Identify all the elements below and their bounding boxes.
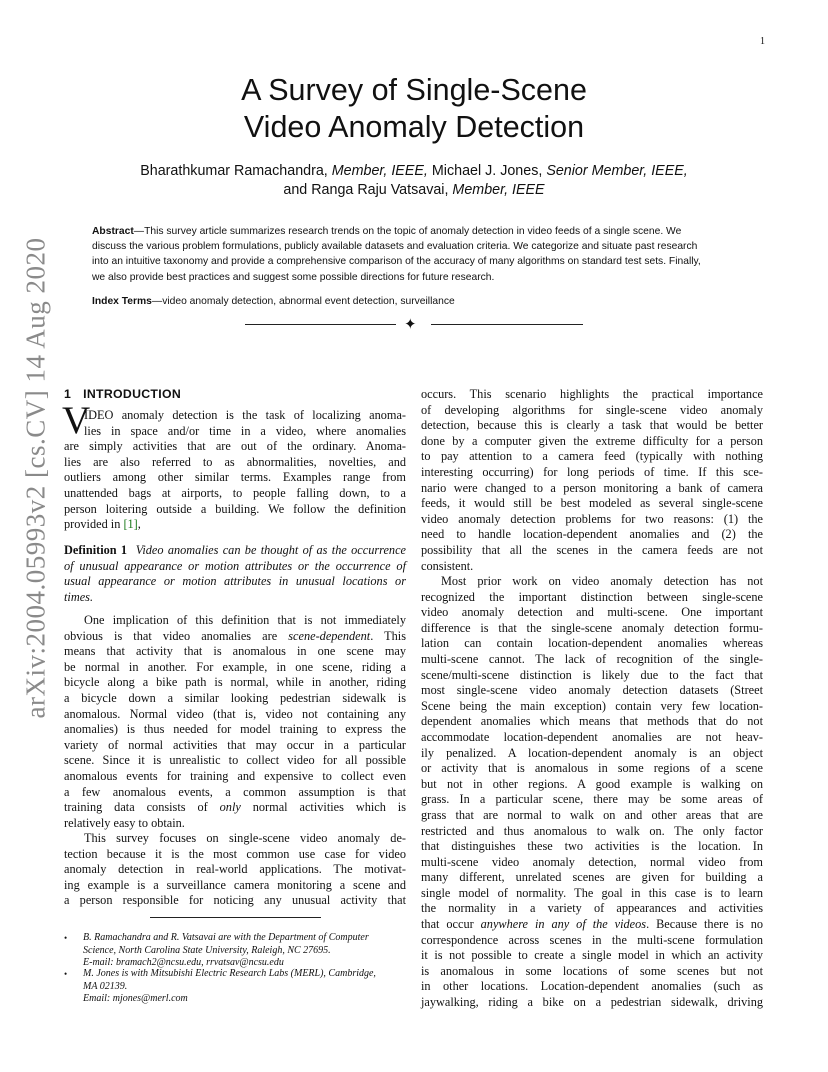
- abstract-label: Abstract: [92, 226, 134, 237]
- author-role-2: Senior Member, IEEE,: [546, 163, 688, 179]
- text-line: the normality in a variety of appearances and activities: [421, 901, 763, 916]
- author-line-1: [0, 162, 828, 181]
- text-line: a few anomalous events, a common assumption is that: [64, 784, 406, 799]
- text-line: person loitering outside a building. We follow the definition: [64, 501, 406, 516]
- text-line: grass that are normal to walk on and other areas that are: [421, 807, 763, 822]
- text-line: video anomaly detection and multi-scene. One important: [421, 605, 763, 620]
- text-line: times.: [64, 589, 94, 604]
- text-line: correspondence across scenes in the multi-scene formulation: [421, 932, 763, 947]
- text-line: lies are also referred to as abnormalities, novelties, and: [64, 454, 406, 469]
- footnote-line: E-mail: bramach2@ncsu.edu, rrvatsav@ncsu.edu: [83, 957, 284, 969]
- footnote-line: MA 02139.: [83, 980, 128, 992]
- text-line: anomaly detection in real-world applications. The motivat-: [64, 862, 406, 877]
- intro-paragraph: [64, 408, 406, 533]
- text-line: ing example is a surveillance camera monitoring a scene and: [64, 877, 406, 892]
- text-line: scene/multi-scene distinction is likely due to the fact that: [421, 667, 763, 682]
- text-line: tection because it is the most common use case for video: [64, 846, 406, 861]
- separator-line-right: [431, 324, 583, 325]
- text-line: in other locations. Location-dependent anomalies (such as: [421, 979, 763, 994]
- text-line: is anomalous in some locations of some scenes but not: [421, 963, 763, 978]
- text-line: multi-scene cannot. The lack of recognition of the single-: [421, 651, 763, 666]
- text-line: to pay attention to a camera feed (typically with nothing: [421, 449, 763, 464]
- text-line: One implication of this definition that is not immediately: [84, 613, 406, 627]
- text-line: need to handle location-dependent anomalies and (2) the: [421, 527, 763, 542]
- text-line: Most prior work on video anomaly detection has not: [441, 574, 763, 588]
- text-line: This survey focuses on single-scene video anomaly de-: [84, 831, 406, 845]
- text-line: variety of normal activities that may occur in a particular: [64, 737, 406, 752]
- author-line-2: [0, 181, 828, 200]
- footnote-line: B. Ramachandra and R. Vatsavai are with the Department of Computer: [83, 932, 369, 943]
- text-line: detection, because this is clearly a task that would be better: [421, 418, 763, 433]
- abstract: [92, 224, 742, 285]
- text-line: scene. Since it is unrealistic to collect video for all possible: [64, 753, 406, 768]
- text-line: anomalous events for training and expensive to collect even: [64, 768, 406, 783]
- text-line: be normal in another. For example, in one scene, riding a: [64, 659, 406, 674]
- definition-label: Definition 1: [64, 543, 128, 557]
- text-line: interesting occurring) for long periods of time. If this sce-: [421, 464, 763, 479]
- text-line: that occur anywhere in any of the videos. Because there is no: [421, 917, 763, 932]
- abstract-line: we also provide best practices and suggest some possible directions for future research.: [92, 271, 495, 283]
- text-line: lies in space and/or time in a video, where anomalies: [84, 423, 406, 438]
- text-line: single model of normality. The goal in this case is to learn: [421, 885, 763, 900]
- author-name-2: Michael J. Jones,: [427, 163, 547, 179]
- text-line: lation can contain location-dependent anomalies whereas: [421, 636, 763, 651]
- drop-cap: V: [62, 399, 91, 442]
- title-line-1: A Survey of Single-Scene: [241, 73, 587, 107]
- text-line: it is not possible to create a single model in which an activity: [421, 948, 763, 963]
- text-line: consistent.: [421, 558, 474, 573]
- text-line: means that activity that is anomalous in one scene may: [64, 644, 406, 659]
- paragraph-3: [64, 831, 406, 909]
- arxiv-stamp: arXiv:2004.05993v2 [cs.CV] 14 Aug 2020: [20, 237, 51, 719]
- section-title: INTRODUCTION: [83, 387, 182, 401]
- section-number: 1: [64, 387, 72, 401]
- text-line: provided in [1],: [64, 517, 141, 532]
- text-line: IDEO anomaly detection is the task of localizing anoma-: [84, 408, 406, 422]
- text-line: most single-scene video anomaly detection datasets (Street: [421, 683, 763, 698]
- text-line: many different, unrelated scenes are given for building a: [421, 870, 763, 885]
- author-name-3: and Ranga Raju Vatsavai,: [283, 182, 453, 198]
- text-line: Definition 1 Video anomalies can be thought of as the occurrence: [64, 543, 406, 557]
- text-line: that distinguishes these two activities is the location. In: [421, 839, 763, 854]
- footnote-line: Email: mjones@merl.com: [83, 993, 188, 1005]
- text-line: bicycle along a bike path is normal, while in another, riding: [64, 675, 406, 690]
- page-number: 1: [760, 36, 765, 47]
- index-terms-label: Index Terms: [92, 296, 152, 307]
- text-line: unattended bags at airports, to people falling down, to a: [64, 485, 406, 500]
- text-line: of developing algorithms for single-scene video anomaly: [421, 402, 763, 417]
- text-line: of unusual appearance or motion attributes or the occurrence of: [64, 558, 406, 573]
- text-line: ily penalized. A location-dependent anomaly is an object: [421, 745, 763, 760]
- text-line: feeds, it would still be best modeled as several single-scene: [421, 496, 763, 511]
- text-line: a bicycle down a similar looking pedestrian sidewalk is: [64, 690, 406, 705]
- separator-line-left: [245, 324, 396, 325]
- text-line: nario were changed to a person monitoring a bank of camera: [421, 480, 763, 495]
- text-line: training data consists of only normal activities which is: [64, 800, 406, 815]
- bullet-icon: •: [64, 933, 68, 943]
- index-terms: [92, 296, 742, 307]
- text-line: jaywalking, riding a bike on a pedestrian sidewalk, driving: [421, 995, 763, 1010]
- text-line: obvious is that video anomalies are scene-dependent. This: [64, 628, 406, 643]
- abstract-line: into an intuitive taxonomy and provide a comprehensive comparison of the accuracy of many algorithms on standard test sets. Finally,: [92, 256, 701, 268]
- paragraph-2: [64, 613, 406, 831]
- footnote-affiliation-1: [64, 932, 406, 972]
- citation-link[interactable]: [1]: [123, 517, 138, 532]
- text-line: a person responsible for noticing any unusual activity that: [64, 893, 406, 908]
- abstract-line: discuss the various problem formulations, publicly available datasets and evaluation criteria. We categorize and situate past research: [92, 241, 698, 253]
- text-line: recognized the important distinction between single-scene: [421, 589, 763, 604]
- title-line-2: Video Anomaly Detection: [243, 110, 585, 144]
- text-line: Scene being the main exception) contain very few location-: [421, 698, 763, 713]
- text-line: done by a computer given the extreme difficulty for a person: [421, 433, 763, 448]
- text-line: or activity that is anomalous in some regions of a scene: [421, 761, 763, 776]
- text-line: difference is that the single-scene anomaly detection formu-: [421, 620, 763, 635]
- text-line: anomalies) is thus needed for model training to express the: [64, 722, 406, 737]
- text-line: multi-scene video anomaly detection, normal video from: [421, 854, 763, 869]
- text-line: video anomaly detection problems for two reasons: (1) the: [421, 511, 763, 526]
- author-role-3: Member, IEEE: [452, 182, 545, 198]
- footnote-affiliation-2: [64, 968, 406, 1008]
- abstract-line: Abstract—This survey article summarizes research trends on the topic of anomaly detection in video feeds of a single scene. We: [92, 226, 682, 237]
- text-line: usual appearance or motion attributes in unusual locations or: [64, 574, 406, 589]
- right-paragraph-1: [421, 387, 763, 574]
- footnote-line: M. Jones is with Mitsubishi Electric Research Labs (MERL), Cambridge,: [83, 968, 376, 979]
- text-line: occurs. This scenario highlights the practical importance: [421, 387, 763, 401]
- bullet-icon: •: [64, 969, 68, 979]
- separator-star-icon: ✦: [404, 315, 417, 333]
- paper-title: [0, 72, 828, 146]
- text-line: outliers among other similar terms. Examples range from: [64, 470, 406, 485]
- footnote-rule: [150, 917, 321, 918]
- author-list: [0, 162, 828, 200]
- author-role-1: Member, IEEE,: [331, 163, 428, 179]
- text-line: are simply activities that are out of the ordinary. Anoma-: [64, 439, 406, 454]
- definition-block: [64, 543, 406, 605]
- text-line: but not in other regions. A good example is walking on: [421, 776, 763, 791]
- index-terms-text: —video anomaly detection, abnormal event detection, surveillance: [151, 296, 455, 307]
- text-line: accommodate location-dependent anomalies are not heav-: [421, 729, 763, 744]
- text-line: relatively easy to obtain.: [64, 815, 185, 830]
- footnote-line: Science, North Carolina State University, Raleigh, NC 27695.: [83, 944, 331, 956]
- text-line: possibility that all the scenes in the camera feeds are not: [421, 542, 763, 557]
- text-line: dependent anomalies which means that methods that do not: [421, 714, 763, 729]
- text-line: anomalous. Normal video (that is, video not containing any: [64, 706, 406, 721]
- author-name-1: Bharathkumar Ramachandra,: [140, 163, 332, 179]
- right-paragraph-2: [421, 574, 763, 1011]
- text-line: restricted and thus anomalous to walk on. The only factor: [421, 823, 763, 838]
- text-line: grass. In a particular scene, there may be some areas of: [421, 792, 763, 807]
